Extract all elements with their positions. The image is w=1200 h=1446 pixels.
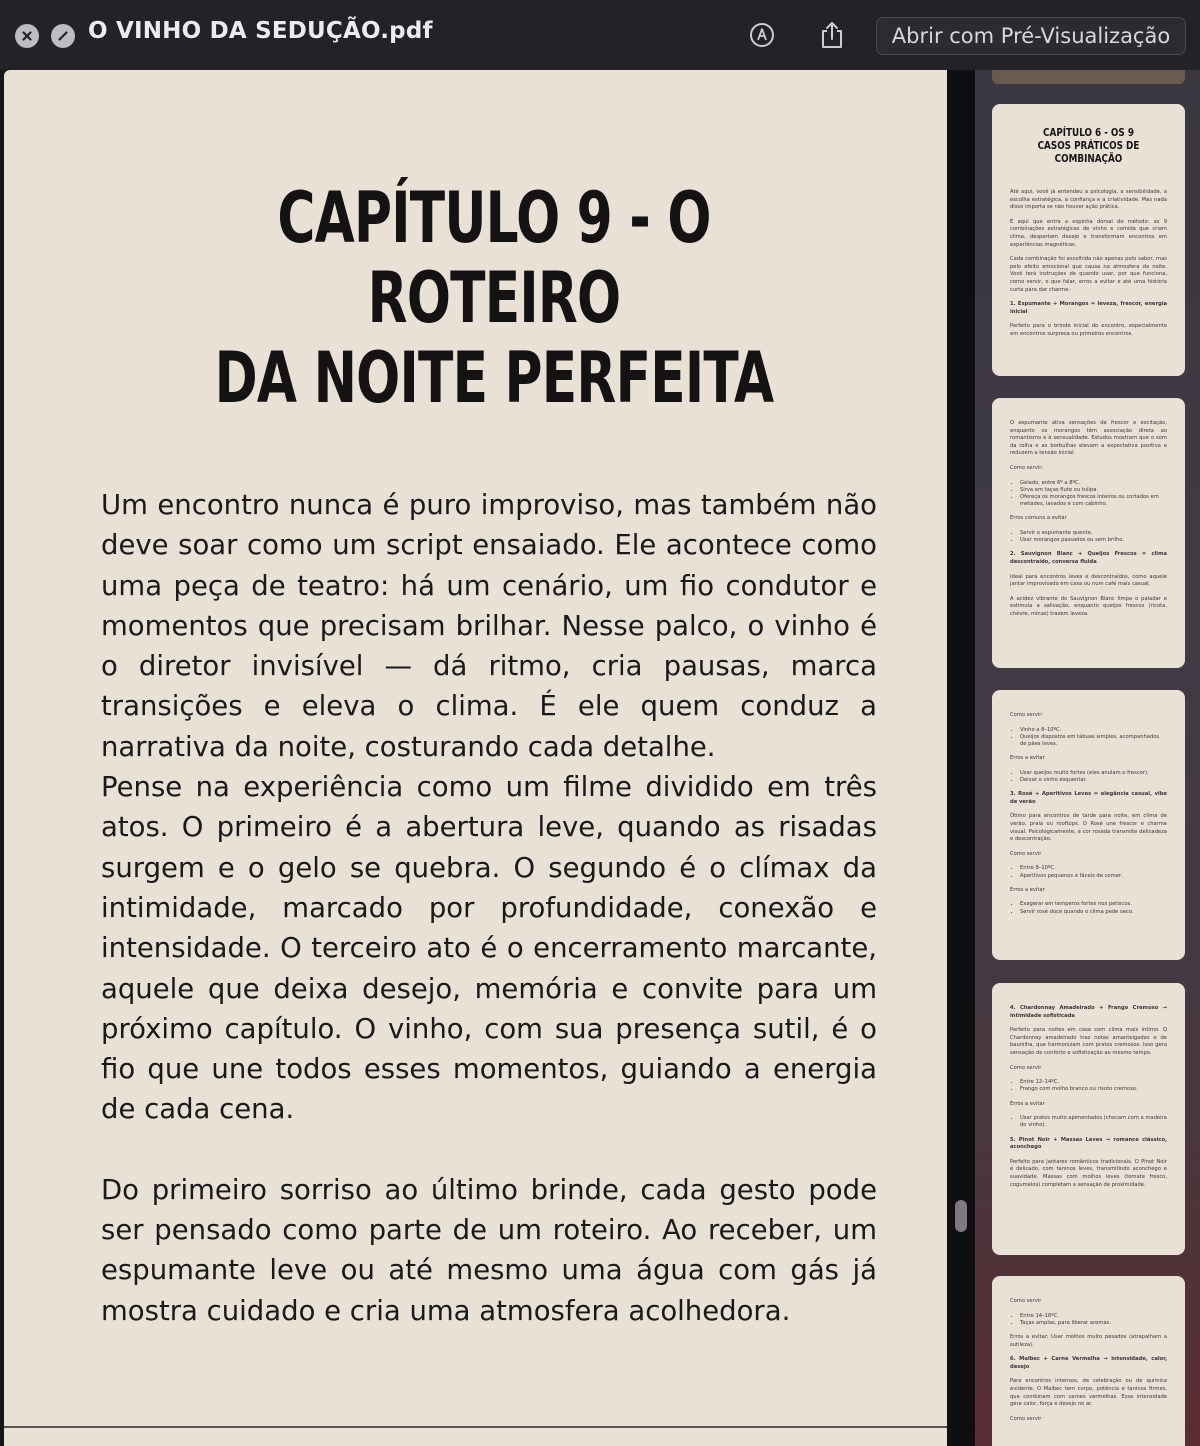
close-window-button[interactable] [15, 24, 39, 48]
minimize-icon [56, 29, 70, 43]
markup-button[interactable] [747, 20, 777, 50]
list-item: • Usar queijos muito fortes (eles anulam o frescor). [1020, 770, 1167, 777]
thumbnail-text: 4. Chardonnay Amadeirado + Frango Cremoso → intimidade sofisticada [1010, 1005, 1167, 1019]
list-item: • Usar morangos passados ou sem brilho. [1020, 537, 1167, 544]
thumbnail-partial[interactable] [992, 70, 1185, 84]
thumbnail-text: É aqui que entra a espinha dorsal do método: as 9 combinações estratégicas de vinho e comida que criam clima, despertam desejo e transformam encontros em experiências magnéticas. [1010, 218, 1167, 248]
thumbnail-text: Erros a evitar [1010, 1100, 1045, 1107]
page-thumbnail[interactable] [992, 690, 1185, 960]
chapter-title-line-2: DA NOITE PERFEITA [214, 337, 774, 419]
thumbnail-sidebar[interactable] [975, 70, 1200, 1446]
chapter-title-line-1: CAPÍTULO 9 - O ROTEIRO [277, 177, 711, 339]
thumbnail-text: Cada combinação foi escolhida não apenas pelo sabor, mas pelo efeito emocional que causa na atmosfera da noite. Você terá instruções de quando usar, por que funciona, como servir, o que falar, erros a evitar e até uma história curta para dar charme. [1010, 256, 1167, 293]
list-item: • Queijos dispostos em tábuas simples, acompanhados de pães leves. [1020, 734, 1167, 748]
thumbnail-text: Ótimo para encontros de tarde para noite, em clima de verão, praia ou rooftops. O Rosé une frescor e charme visual. Psicologicamente, a cor rosada transmite delicadeza e descontração. [1010, 813, 1167, 843]
list-item: • Frango com molho branco ou risoto cremoso. [1020, 1086, 1167, 1093]
list-item: • Entre 14–16ºC. [1020, 1313, 1167, 1320]
markup-icon [749, 22, 775, 48]
thumbnail-list [1020, 480, 1167, 509]
paragraph: Pense na experiência como um filme dividido em três atos. O primeiro é a abertura leve, quando as risadas surgem e o gelo se quebra. O segundo é o clímax da intimidade, marcado por profundidade, conexão e intensidade. O terceiro ato é o encerramento marcante, aquele que deixa desejo, memória e convite para um próximo capítulo. O vinho, com sua presença sutil, é o fio que une todos esses momentos, guiando a energia de cada cena. [101, 771, 877, 1126]
thumbnail-text: Perfeito para noites em casa com clima mais íntimo. O Chardonnay amadeirado traz notas amanteigadas e de baunilha, que harmonizam com pratos cremosos. Isso gera sensação de conforto e sofisticação ao mesmo tempo. [1010, 1027, 1167, 1056]
list-item: • Entre 8–10ºC. [1020, 865, 1167, 872]
thumbnail-list [1020, 770, 1167, 784]
thumbnail-text: Como servir [1010, 1064, 1042, 1071]
share-icon [819, 21, 845, 49]
page-thumbnail[interactable] [992, 983, 1185, 1255]
thumbnail-text: 1. Espumante + Morangos = leveza, frescor, energia inicial [1010, 301, 1167, 315]
chapter-body [101, 485, 877, 1331]
thumbnail-list [1020, 901, 1167, 915]
list-item: • Sirva em taças flute ou tulipa. [1020, 487, 1167, 494]
document-title: O VINHO DA SEDUÇÃO.pdf [88, 18, 433, 44]
thumbnail-text: Para encontros intensos, de celebração ou de química evidente. O Malbec tem corpo, potência e taninos firmes, que combinam com carnes vermelhas. Essa intensidade gera calor, força e desejo no ar. [1010, 1378, 1167, 1408]
thumbnail-text: O espumante ativa sensações de frescor e excitação, enquanto os morangos têm associação direta ao romantismo e à sensualidade. Estudos mostram que o som da rolha e as borbulhas elevam a expectativa positiva e reduzem a tensão inicial. [1010, 420, 1167, 457]
pdf-page [4, 70, 947, 1446]
thumbnail-list [1020, 1313, 1167, 1327]
paragraph: Um encontro nunca é puro improviso, mas também não deve soar como um script ensaiado. Ele acontece como uma peça de teatro: há um cenário, um fio condutor e momentos que precisam brilhar. Nesse palco, o vinho é o diretor invisível — dá ritmo, cria pausas, marca transições e eleva o clima. É ele quem conduz a narrativa da noite, costurando cada detalhe. [101, 489, 877, 763]
list-item: • Gelado, entre 6º a 8ºC. [1020, 480, 1167, 487]
thumbnail-list [1020, 865, 1167, 879]
list-item: • Servir o espumante quente. [1020, 530, 1167, 537]
thumbnail-list [1020, 1079, 1167, 1093]
thumbnail-text: 5. Pinot Noir + Massas Leves → romance clássico, aconchego [1010, 1136, 1167, 1151]
thumbnail-text: 2. Sauvignon Blanc + Queijos Frescos = clima descontraído, conversa fluida [1010, 551, 1167, 565]
thumbnail-text: Até aqui, você já entendeu a psicologia, a sensibilidade, a escolha estratégica, a confiança e a criatividade. Mas nada disso importa se não houver ação prática. [1010, 189, 1167, 211]
thumbnail-list [1020, 727, 1167, 749]
close-icon [20, 29, 34, 43]
thumbnail-text: Como servir: [1010, 464, 1043, 471]
thumbnail-title: CAPÍTULO 6 - OS 9 CASOS PRÁTICOS DE COMBINAÇÃO [1037, 126, 1140, 165]
thumbnail-text: 6. Malbec + Carne Vermelha → intensidade, calor, desejo [1010, 1356, 1167, 1370]
thumbnail-text: Como servir: [1010, 712, 1043, 718]
paragraph: Do primeiro sorriso ao último brinde, cada gesto pode ser pensado como parte de um roteiro. Ao receber, um espumante leve ou até mesmo uma água com gás já mostra cuidado e cria uma atmosfera acolhedora. [101, 1173, 877, 1327]
list-item: • Usar pratos muito apimentados (chocam com a madeira do vinho). [1020, 1115, 1167, 1129]
share-button[interactable] [817, 20, 847, 50]
page-divider [4, 1426, 947, 1428]
thumbnail-text: Perfeito para o brinde inicial do encontro, especialmente em encontros surpresa ou primeiros encontros. [1010, 323, 1167, 337]
list-item: • Servir rosé doce quando o clima pede seco. [1020, 909, 1167, 916]
page-thumbnail[interactable] [992, 104, 1185, 376]
thumbnail-text: Erros comuns a evitar [1010, 515, 1067, 522]
vertical-scrollbar-thumb[interactable] [955, 1200, 967, 1232]
thumbnail-text: Erros a evitar [1010, 886, 1045, 893]
thumbnail-text: 3. Rosé + Aperitivos Leves = elegância casual, vibe de verão [1010, 791, 1167, 805]
list-item: • Ofereça os morangos frescos inteiros ou cortados em metades, lavados e com cabinho. [1020, 494, 1167, 508]
thumbnail-list [1020, 530, 1167, 544]
list-item: • Taças amplas, para liberar aromas. [1020, 1320, 1167, 1327]
thumbnail-text: A acidez vibrante do Sauvignon Blanc limpa o paladar e estimula a salivação, enquanto queijos frescos (ricota, chèvre, minas) trazem leveza. [1010, 595, 1167, 617]
thumbnail-text: Como servir [1010, 1298, 1042, 1304]
list-item: • Exagerar em temperos fortes nos petiscos. [1020, 901, 1167, 908]
thumbnail-text: Ideal para encontros leves e descontraídos, como aquele jantar improvisado em casa ou num café mais casual. [1010, 573, 1167, 588]
thumbnail-text: Perfeito para jantares românticos tradicionais. O Pinot Noir é delicado, com taninos leves, transmitindo aconchego e suavidade. Massas com molhos leves (tomate fresco, cogumelos) completam a sensação de proximidade. [1010, 1158, 1167, 1188]
list-item: • Entre 12–14ºC. [1020, 1079, 1167, 1086]
thumbnail-text: Como servir [1010, 1415, 1042, 1422]
open-with-preview-button[interactable]: Abrir com Pré-Visualização [876, 17, 1186, 55]
list-item: • Deixar o vinho esquentar. [1020, 777, 1167, 784]
title-bar [0, 0, 1200, 70]
vertical-scrollbar-track[interactable] [947, 70, 975, 1446]
thumbnail-list [1020, 1115, 1167, 1129]
page-thumbnail[interactable] [992, 1276, 1185, 1446]
minimize-window-button[interactable] [51, 24, 75, 48]
page-viewer[interactable] [0, 70, 975, 1446]
thumbnail-text: Como servir [1010, 850, 1042, 857]
page-thumbnail[interactable] [992, 398, 1185, 668]
chapter-title [161, 178, 827, 418]
list-item: • Aperitivos pequenos e fáceis de comer. [1020, 873, 1167, 880]
thumbnail-text: Erros a evitar [1010, 755, 1045, 762]
list-item: • Vinho a 8–10ºC. [1020, 727, 1167, 734]
thumbnail-text: Erros a evitar: Usar molhos muito pesados (atrapalham a sutileza). [1010, 1334, 1167, 1348]
